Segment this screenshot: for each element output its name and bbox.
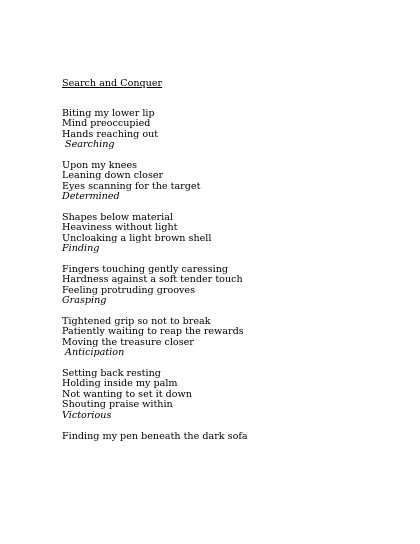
stanza-tag: Determined	[62, 191, 120, 203]
poem-line: Hardness against a soft tender touch	[62, 274, 243, 286]
poem-line: Moving the treasure closer	[62, 336, 194, 348]
poem-line: Heaviness without light	[62, 222, 178, 234]
poem-line: Tightened grip so not to break	[62, 316, 211, 328]
poem-line: Not wanting to set it down	[62, 388, 192, 400]
poem-line: Hands reaching out	[62, 128, 159, 140]
poem-line: Upon my knees	[62, 160, 138, 172]
closing-stanza	[62, 432, 402, 442]
stanza-2	[62, 161, 402, 203]
poem-line: Patiently waiting to reap the rewards	[62, 326, 244, 338]
stanza-5	[62, 317, 402, 359]
poem-body	[62, 109, 402, 452]
stanza-tag: Anticipation	[62, 347, 125, 359]
poem-title: Search and Conquer	[62, 78, 163, 89]
stanza-tag: Grasping	[62, 295, 107, 307]
closing-line: Finding my pen beneath the dark sofa	[62, 430, 248, 442]
stanza-4	[62, 265, 402, 307]
poem-line: Shapes below material	[62, 212, 173, 224]
poem-line: Fingers touching gently caressing	[62, 264, 229, 276]
poem-line: Leaning down closer	[62, 170, 164, 182]
stanza-tag: Victorious	[62, 409, 112, 421]
poem-line: Biting my lower lip	[62, 108, 155, 119]
poem-line: Shouting praise within	[62, 399, 173, 411]
stanza-1	[62, 109, 402, 151]
poem-line: Setting back resting	[62, 368, 161, 380]
poem-line: Eyes scanning for the target	[62, 180, 201, 192]
poem-line: Uncloaking a light brown shell	[62, 232, 212, 244]
poem-line: Feeling protruding grooves	[62, 284, 195, 296]
stanza-6	[62, 369, 402, 421]
stanza-tag: Searching	[62, 139, 115, 151]
poem-line: Mind preoccupied	[62, 118, 151, 130]
stanza-3	[62, 213, 402, 255]
stanza-tag: Finding	[62, 243, 100, 255]
poem-line: Holding inside my palm	[62, 378, 178, 390]
